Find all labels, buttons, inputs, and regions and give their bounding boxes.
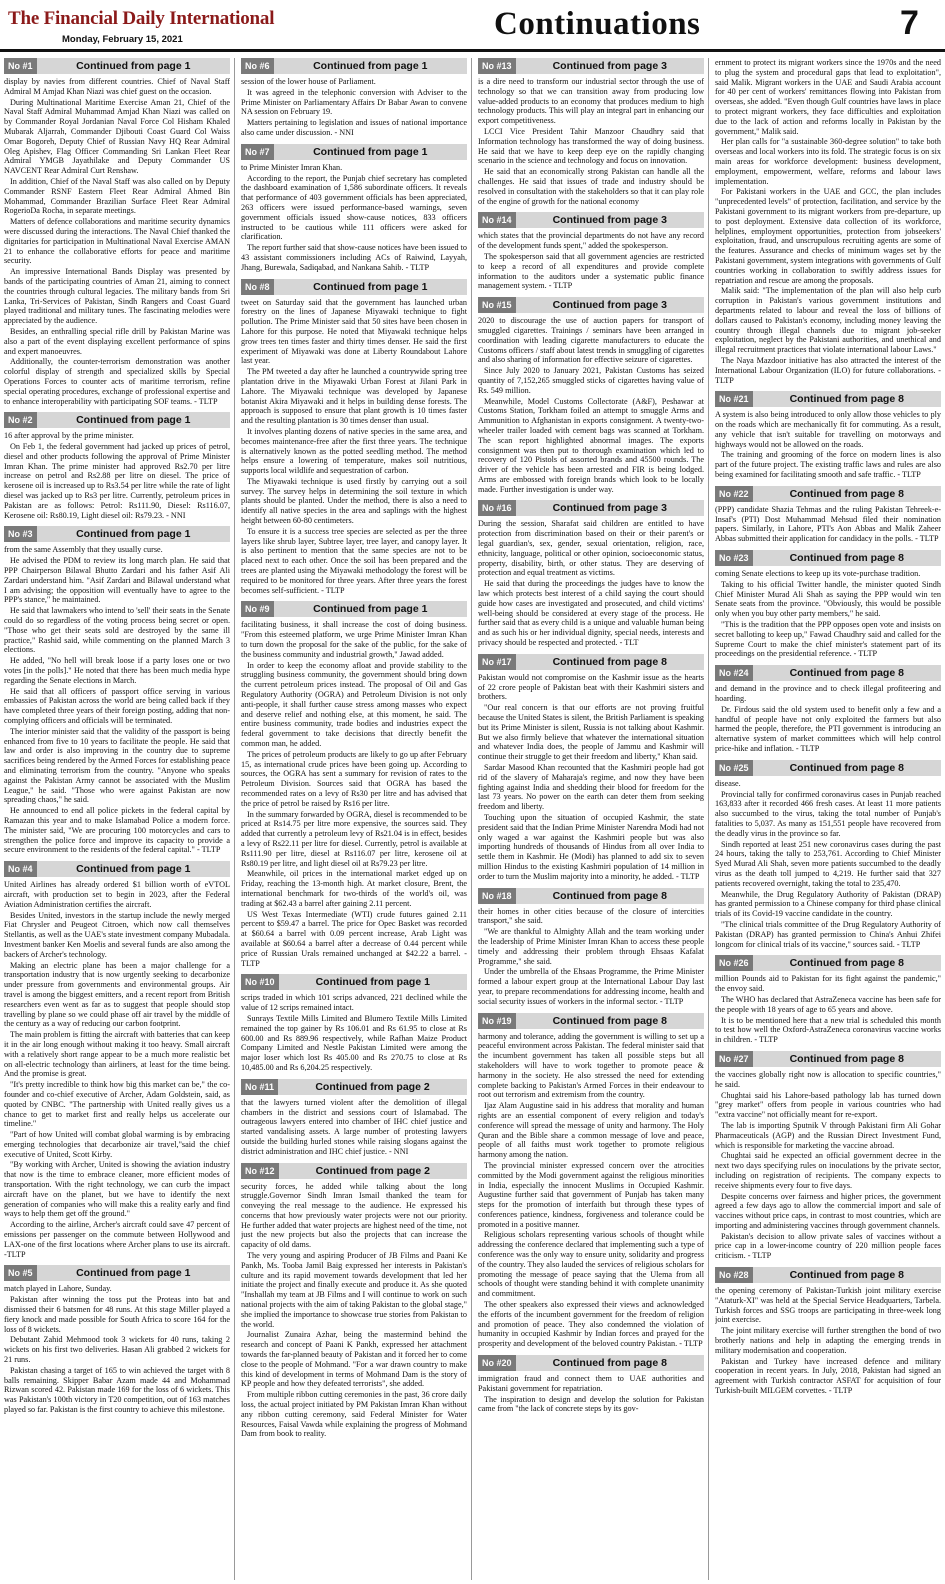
story-paragraph: He said that an economically strong Pakistan can handle all the challenges. He said that issues of trade and industry should be resolved in consultation with the stakeholders so that it can play role of the engine of growth for the national economy bbox=[478, 167, 704, 206]
story-paragraph: Meanwhile, Model Customs Collectorate (A&F), Peshawar at Customs Station, Torkham foiled an attempt to smuggle Arms and Ammunition to Afghanistan in exports consignment. A twenty-two-wheeler trailer loaded with cement bags was scanned at Torkham. The scan report highlighted abnormal images. The exports consignment was then put to thorough examination which led to recovery of 120 Pistols of assorted brands and 45500 rounds. The driver of the vehicle has been arrested and FIR is being lodged. Arms are embossed with foreign brands which look to be locally made. Further investigation is under way. bbox=[478, 396, 704, 494]
story-body bbox=[715, 974, 941, 1045]
story-paragraph: In order to keep the economy afloat and provide stability to the struggling business community, the government should bring down the current petroleum prices instead. The proposal of Oil and Gas Regulatory Authority (OGRA) and Petroleum Division is not only anti-people, it shall further cause stress among masses who expect and deserve relief and nothing else, at this moment, he said. The entire business community, trade bodies and industries expect the federal government to take decisions that directly benefit the common man, he added. bbox=[241, 660, 467, 749]
story-continuation-title: Continued from page 1 bbox=[313, 145, 428, 158]
story-paragraph: The main problem is fitting the aircraft with batteries that can keep it in the air long enough without making it too heavy. Small aircraft with a relatively short range appear to be a much more realistic bet on all-electric technology than airliners, at least for the time being. And the promise is great. bbox=[4, 1030, 230, 1079]
continuation-story bbox=[478, 1013, 704, 1350]
column-1 bbox=[4, 58, 235, 1580]
story-paragraph: During the session, Sharafat said children are entitled to have protection from discrimination based on their or their parent's or legal guardian's, sex, gender, sexual orientation, religion, race, ethnicity, language, political or other opinion, socioeconomic status, property, disability, birth, or other status. They are deserving of protection and equal treatment as victims. bbox=[478, 519, 704, 578]
story-continuation-title: Continued from page 3 bbox=[552, 60, 667, 72]
story-paragraph: He said that during the proceedings the judges have to know the law which protects best interest of a child saying the court should guide how cases are investigated and prosecuted, and child victims' well-being should be considered at every stage of the process. He further said that as every child is a unique and valuable human being and as such his or her individual dignity, special needs, interests and privacy should be respected and protected. - TLT bbox=[478, 579, 704, 648]
story-paragraph: immigration fraud and connect them to UAE authorities and Pakistani government for repatriation. bbox=[478, 1374, 704, 1393]
continuation-story bbox=[715, 550, 941, 659]
continuation-story bbox=[478, 500, 704, 647]
story-paragraph: He advised the PDM to review its long march plan. He said that PPP Chairperson Bilawal Bhutto Zardari and his father Asif Ali Zardari understand him. "Asif Zardari and Bilawal understand what I am advising; the opposition will eventually have to agree to the PPP's stance," he maintained. bbox=[4, 556, 230, 605]
story-heading-bar bbox=[241, 58, 467, 74]
continuation-story bbox=[715, 760, 941, 950]
story-heading-bar bbox=[241, 974, 467, 990]
story-paragraph: The inspiration to design and develop the solution for Pakistan came from "the lack of concrete steps by its gov- bbox=[478, 1394, 704, 1414]
story-paragraph: Making an electric plane has been a major challenge for a transportation industry that is now urgently seeking to decarbonize under pressure from governments and environmental groups. Air travel is among the biggest emitters, and a recent report from British researchers even went as far as to suggest that people should stop travelling by plane so we could phase off air travel by the middle of the century as a way of reducing our carbon footprint. bbox=[4, 960, 230, 1029]
story-number-tag: No #28 bbox=[715, 1267, 753, 1283]
story-continuation-title: Continued from page 8 bbox=[789, 393, 904, 406]
issue-date: Monday, February 15, 2021 bbox=[62, 34, 183, 45]
story-number-tag: No #21 bbox=[715, 391, 753, 407]
story-number-tag: No #8 bbox=[241, 279, 274, 295]
story-paragraph: Touching upon the situation of occupied Kashmir, the state president said that the Indian Prime Minister Narendra Modi had not only waged a war against the Kashmiri people but was also importing hundreds of thousands of Hindus from all over India to settle them in Kashmir. He (Modi) has planned to add six to seven million Hindus to the existing Kashmiri population of 14 million in order to turn the Muslim majority into a minority, he added. - TLTP bbox=[478, 813, 704, 881]
story-paragraph: To ensure it is a success tree species are selected as per the three layers like shrub layer, Subtree layer, tree layer, and canopy layer. It is also pertinent to mention that the same species are not to be placed next to each other. Once the soil has been prepared and the trees are planted using the Miyawaki methodology the forest will be required to be monitored for three years. After three years the forest becomes self-sufficient. - TLTP bbox=[241, 526, 467, 595]
story-continuation-title: Continued from page 1 bbox=[76, 863, 191, 876]
story-number-tag: No #17 bbox=[478, 654, 516, 670]
story-body bbox=[241, 163, 467, 273]
story-paragraph: The spokesperson said that all government agencies are restricted to keep a record of all expenditures and provide complete information to the auditors under a systematic public finance management system. - TLTP bbox=[478, 251, 704, 291]
story-paragraph: He said that all officers of passport office serving in various embassies of Pakistan across the world are being called back if they have completed three years of their foreign posting, adding that non-complying officers and officials will be terminated. bbox=[4, 686, 230, 726]
story-continuation-title: Continued from page 1 bbox=[76, 1267, 191, 1280]
story-paragraph: million Pounds aid to Pakistan for its fight against the pandemic," the envoy said. bbox=[715, 974, 941, 994]
story-continuation-title: Continued from page 8 bbox=[552, 1357, 667, 1370]
story-body bbox=[478, 77, 704, 206]
story-body bbox=[4, 431, 230, 520]
continuation-story bbox=[241, 58, 467, 138]
story-body bbox=[4, 1284, 230, 1414]
story-paragraph: The other speakers also expressed their views and acknowledged the efforts of the incumbent government for the freedom of religion and promotion of peace. They also condemned the violation of humanity in occupied Kashmir by Indian forces and prayed for the prosperity and development of the beloved country Pakistan. - TLTP bbox=[478, 1300, 704, 1349]
continuation-story bbox=[241, 279, 467, 596]
continuation-story bbox=[241, 1163, 467, 1440]
story-body bbox=[715, 684, 941, 754]
story-paragraph: It was agreed in the telephonic conversion with Adviser to the Prime Minister on Parliamentary Affairs Dr Babar Awan to convene NA session on February 19. bbox=[241, 87, 467, 117]
story-number-tag: No #11 bbox=[241, 1079, 278, 1095]
story-continuation-title: Continued from page 8 bbox=[789, 487, 904, 500]
continuation-story bbox=[241, 601, 467, 968]
story-continuation-title: Continued from page 8 bbox=[789, 667, 904, 680]
story-number-tag: No #1 bbox=[4, 58, 37, 74]
story-paragraph: Sardar Masood Khan recounted that the Kashmiri people had got rid of the slavery of Maharaja's regime, and now they have been fighting against India and shedding their blood for freedom for the last 73 years. No power on the earth can deter them from seeking freedom and liberty. bbox=[478, 763, 704, 812]
story-body bbox=[241, 620, 467, 968]
story-paragraph: "It's pretty incredible to think how big this market can be," the co-founder and co-chief executive of Archer, Adam Goldstein, said, as quoted by CNBC. "The partnership with United really gives us a chance to get to market first and really helps us accelerate our timeline." bbox=[4, 1080, 230, 1129]
story-heading-bar bbox=[715, 391, 941, 407]
story-paragraph: Besides United, investors in the startup include the newly merged Fiat Chrysler and Peugeot Citroen, which now call themselves Stellantis, as well as the UAE's state investment company Mubadala. Investment banker Ken Moelis and several funds are also among the backers of Archer's technology. bbox=[4, 910, 230, 959]
story-paragraph: The interior minister said that the validity of the passport is being enhanced from five to 10 years to facilitate the people. He said that law and order is also improving in the country due to supreme sacrifices being rendered by the Armed Forces for establishing peace and eliminating terrorism from the country. "Anyone who speaks against the Pakistan Army cannot be associated with the Muslim League," he said. "Those who were against Pakistan are now spreading chaos," he said. bbox=[4, 726, 230, 805]
continuation-story bbox=[478, 297, 704, 494]
story-paragraph: US West Texas Intermediate (WTI) crude futures gained 2.11 percent to $59.47 a barrel. The price for Opec Basket was recorded at $60.64 a barrel with 0.09 percent increase, Arab Light was available at $60.64 a barrel after a decrease of 0.44 percent while price of Russian Urals remained unchanged at $42.22 a barrel. - TLTP bbox=[241, 909, 467, 968]
story-number-tag: No #2 bbox=[4, 412, 37, 428]
story-heading-bar bbox=[478, 654, 704, 670]
story-paragraph: In the summary forwarded by OGRA, diesel is recommended to be priced at Rs14.75 per litre more expensive, the sources said. They added that currently a petroleum levy of Rs21.04 is in effect, besides a levy of Rs22.11 per litre for diesel. Currently, petrol is available at Rs111.90 per litre, diesel at Rs116.07 per litre, kerosene oil at Rs80.19 per litre, and light diesel oil at Rs79.23 per litre. bbox=[241, 809, 467, 868]
story-body bbox=[241, 77, 467, 138]
masthead-bar bbox=[0, 0, 945, 52]
continuation-story bbox=[715, 955, 941, 1045]
story-continuation-title: Continued from page 8 bbox=[789, 552, 904, 565]
story-heading-bar bbox=[241, 1163, 467, 1179]
story-paragraph: harmony and tolerance, adding the government is willing to set up a peaceful environment across Pakistan. The federal minister said that the incumbent government has taken all possible steps but all stakeholders will have to work together to promote peace & harmony in the society. He also stressed the need for extending complete backing to Pakistan's Armed Forces in their endeavour to root out terrorism and extremism from the country. bbox=[478, 1031, 704, 1100]
story-paragraph: The Miyawaki technique is used firstly by carrying out a soil survey. The survey helps in determining the soil texture in which plants should be planted. Under the method, there is also a need to identify all native species in the area and saplings with the highest height between 60-80 centimeters. bbox=[241, 476, 467, 526]
continuation-story bbox=[4, 526, 230, 855]
story-continuation-title: Continued from page 1 bbox=[313, 603, 428, 616]
story-body bbox=[4, 77, 230, 406]
continuation-story bbox=[715, 391, 941, 480]
story-body bbox=[241, 993, 467, 1072]
story-paragraph: which states that the provincial departments do not have any record of the development funds spent," added the spokesperson. bbox=[478, 231, 704, 251]
story-continuation-title: Continued from page 8 bbox=[789, 957, 904, 970]
story-paragraph: A system is also being introduced to only allow those vehicles to ply on the roads which are mechanically fit for commuting. As a result, any vehicle that isn't suitable for travelling on motorways and highways would not be allowed on the roads. bbox=[715, 410, 941, 449]
story-continuation-title: Continued from page 3 bbox=[552, 214, 667, 227]
story-paragraph: The lab is importing Sputnik V through Pakistani firm Ali Gohar Pharmaceuticals (AGP) and the Russian Direct Investment Fund, which is responsible for marketing the vaccine abroad. bbox=[715, 1120, 941, 1150]
continuation-story bbox=[478, 1355, 704, 1414]
story-number-tag: No #22 bbox=[715, 486, 753, 502]
story-paragraph: scrips traded in which 101 scrips advanced, 221 declined while the value of 12 scrips remained intact. bbox=[241, 993, 467, 1013]
story-body bbox=[478, 907, 704, 1007]
story-paragraph: The training and grooming of the force on modern lines is also part of the future project. The existing traffic laws and rules are also being examined for facilitating smooth and safe traffic. - TLTP bbox=[715, 450, 941, 480]
story-paragraph: United Airlines has already ordered $1 billion worth of eVTOL aircraft, with production set to begin in 2023, after the Federal Aviation Administration certifies the aircraft. bbox=[4, 880, 230, 909]
story-paragraph: "By working with Archer, United is showing the aviation industry that now is the time to embrace cleaner, more efficient modes of transportation. With the right technology, we can curb the impact aircraft have on the planet, but we have to identify the next generation of companies who will make this a reality early and find ways to help them get off the ground." bbox=[4, 1160, 230, 1219]
story-paragraph: According to the airline, Archer's aircraft could save 47 percent of emissions per passenger on the commute between Hollywood and LAX-one of the first locations where Archer plans to use its aircraft. -TLTP bbox=[4, 1220, 230, 1259]
story-paragraph: For Pakistani workers in the UAE and GCC, the plan includes "unprecedented levels" of protection, facilitation, and service by the Pakistani government to its migrant workers from pre-departure, up to post deployment. Extensive data collection of its workforce, helplines, employment opportunities, protection from jobseekers' exploitation, fraud, and unscrupulous recruiting agents are some of the features. Assurance and checks of minimum wages set by the Pakistani government, system integrations with governments of Gulf countries working in collaboration to swiftly address issues for repatriation and rescue are among the proposals. bbox=[715, 187, 941, 285]
story-paragraph: The prices of petroleum products are likely to go up after February 15, as international crude prices have been going up. According to sources, the OGRA has sent a summary for revision of rates to the Petroleum Division. Sources said that OGRA has based the recommended rates on a levy of Rs30 per litre and has advised that the price of petrol be raised by Rs16 per litre. bbox=[241, 749, 467, 808]
story-paragraph: Since July 2020 to January 2021, Pakistan Customs has seized quantity of 7,152,265 smuggled sticks of cigarettes having value of Rs. 549 million. bbox=[478, 366, 704, 395]
continuation-story bbox=[241, 144, 467, 273]
story-paragraph: Meanwhile, the Drug Regulatory Authority of Pakistan (DRAP) has granted permission to a Chinese company for third phase clinical trials of its Covid-19 vaccine candidate in the country. bbox=[715, 889, 941, 919]
continuation-story bbox=[4, 861, 230, 1259]
story-heading-bar bbox=[715, 955, 941, 971]
story-body bbox=[478, 231, 704, 291]
continuation-story bbox=[715, 486, 941, 544]
story-heading-bar bbox=[715, 665, 941, 681]
story-paragraph: He said that lawmakers who intend to 'sell' their seats in the Senate could do so regardless of the voting process being secret or open. "Those who get their seats sold are destroyed by the same ill practice," Rashid said, while commenting on the planned March 3 elections. bbox=[4, 606, 230, 655]
story-number-tag: No #16 bbox=[478, 500, 516, 516]
story-paragraph: coming Senate elections to keep up its vote-purchase tradition. bbox=[715, 569, 921, 579]
story-number-tag: No #7 bbox=[241, 144, 274, 160]
story-paragraph: Despite concerns over fairness and higher prices, the government agreed a few days ago to allow the commercial import and sale of vaccines without price caps, in contrast to most countries, which are importing and administering vaccines through government channels. bbox=[715, 1191, 941, 1230]
story-body bbox=[715, 410, 941, 480]
story-heading-bar bbox=[241, 279, 467, 295]
story-paragraph: The very young and aspiring Producer of JB Films and Paani Ke Pankh, Ms. Tooba Jamil Baig expressed her interests in Pakistan's culture and its rapid movement towards development that led her initiate the project and finally execute and produce it. As she quoted "Inshallah my team at JB Films and I will continue to work on such national projects with the aim of taking Pakistan to the global stage," she implied the importance to showcase true stories from Pakistan to the world. bbox=[241, 1251, 467, 1329]
story-continuation-title: Continued from page 8 bbox=[552, 889, 667, 902]
story-paragraph: "Part of how United will combat global warming is by embracing emerging technologies that decarbonize air travel,"said the chief executive of United, Scott Kirby. bbox=[4, 1130, 230, 1159]
story-body bbox=[478, 316, 704, 494]
story-heading-bar bbox=[478, 212, 704, 228]
story-continuation-title: Continued from page 2 bbox=[315, 1080, 430, 1093]
story-paragraph: Pakistan after winning the toss put the Proteas into bat and dismissed their 6 batsmen for 48 runs. At this stage Miller played a fiery knock and made possible for South Africa to score 164 for the loss of 8 wickets. bbox=[4, 1295, 230, 1334]
column-2 bbox=[241, 58, 472, 1580]
story-number-tag: No #3 bbox=[4, 526, 37, 542]
story-paragraph: (PPP) candidate Shazia Tehmas and the ruling Pakistan Tehreek-e-Insaf's (PTI) Dost Muhammad Mehsud filed their nomination papers. Similarly, in Lahore, PTI's Aon Abbas and Malik Zaheer Abbas submitted their application for candidacy in the polls. - TLTP bbox=[715, 504, 941, 544]
story-heading-bar bbox=[241, 144, 467, 160]
continuation-story bbox=[715, 665, 941, 754]
continuation-story bbox=[241, 1079, 467, 1157]
story-paragraph: Sunrays Textile Mills Limited and Blumero Textile Mills Limited remained the top gainer by Rs 106.01 and Rs 61.95 to close at Rs 600.00 and Rs 889.96 respectively, while Rafhan Maize Product Company Limited and Nestle Pakistan Limited were among the major loser which lost Rs 405.00 and Rs 270.75 to close at Rs 10,485.00 and Rs 6,204.25 respectively. bbox=[241, 1013, 467, 1072]
story-number-tag: No #20 bbox=[478, 1355, 516, 1371]
story-paragraph: their homes in other cities because of the closure of intercities transport," she said. bbox=[478, 906, 704, 926]
story-number-tag: No #19 bbox=[478, 1013, 516, 1029]
story-heading-bar bbox=[241, 601, 467, 617]
story-paragraph: ernment to protect its migrant workers since the 1970s and the need to plug the system and procedural gaps that lead to exploitation", said Malik. Migrant workers in the UAE and Saudi Arabia account for 40 per cent of workers' remittances flowing into Pakistan from overseas, she added. "Even though Gulf countries have laws in place to protect migrant workers, they face difficulties and exploitation due to the lack of action and reforms locally in Pakistan by the government," Malik said. bbox=[715, 58, 941, 136]
story-body bbox=[715, 1286, 941, 1396]
story-number-tag: No #25 bbox=[715, 760, 753, 776]
story-paragraph: The WHO has declared that AstraZeneca vaccine has been safe for the people with 18 years of age to 65 years and above. bbox=[715, 994, 941, 1014]
story-paragraph: Chughtai said he expected an official government decree in the next two days specifying rules on inoculations by the private sector, including on registration of recipients. The company expects to receive shipments every four to five days. bbox=[715, 1151, 941, 1190]
story-continuation-title: Continued from page 3 bbox=[552, 299, 667, 312]
newspaper-name: The Financial Daily International bbox=[8, 8, 275, 29]
story-heading-bar bbox=[4, 412, 230, 428]
story-paragraph: Matters of defence collaborations and maritime security dynamics were discussed during the interactions. The Naval Chief thanked the dignitaries for participation in Multinational Naval Exercise AMAN 21 to enhance the collaborative efforts for peace and maritime security. bbox=[4, 217, 230, 266]
story-continuation-title: Continued from page 8 bbox=[789, 761, 904, 774]
story-paragraph: The PM tweeted a day after he launched a countrywide spring tree plantation drive in the Miyawaki Urban Forest at Jilani Park in Lahore. The Miyawaki technique was developed by Japanese botanist Akira Miyawaki and it helps in building dense forests. The approach is supposed to ensure that plant growth is 10 times faster and the resulting plantation is 30 times denser than usual. bbox=[241, 367, 467, 426]
story-paragraph: "This is the tradition that the PPP opposes open vote and insists on secret balloting to keep up," Fawad Chaudhry said and called for the Supreme Court to make the chief minister's statement part of its proceedings on the presidential reference. - TLTP bbox=[715, 620, 941, 659]
story-paragraph: In addition, Chief of the Naval Staff was also called on by Deputy Commander RSNF Eastern Fleet Rear Admiral Ahmed Bin Mohammad, Commander Brazilian Surface Fleet Rear Admiral RogerioDa Rocha, in separate meetings. bbox=[4, 176, 230, 216]
story-paragraph: Journalist Zunaira Azhar, being the mastermind behind the research and concept of Paani K Pankh, expressed her attachment towards the far-planned beauty of Pakistan and it forced her to come close to the people of Mohmand. "For a war drawn country to make this kind of development in terms of Mohmand Dam is the story of KP people and how they defeated terrorists", she added. bbox=[241, 1330, 467, 1389]
story-paragraph: Taking to his official Twitter handle, the minister quoted Sindh Chief Minister Murad Ali Shah as saying the PPP would win ten Senate seats from the province. "Obviously, this would be possible only when you buy other party members," he said. bbox=[715, 579, 941, 619]
continuation-story bbox=[715, 58, 941, 385]
story-number-tag: No #23 bbox=[715, 550, 753, 566]
continuation-story bbox=[4, 58, 230, 406]
story-paragraph: Pakistan would not compromise on the Kashmir issue as the hearts of 22 crore people of Pakistan beat with their Kashmiri sisters and brothers. bbox=[478, 672, 704, 702]
story-paragraph: the vaccines globally right now is allocation to specific countries," he said. bbox=[715, 1069, 941, 1089]
story-paragraph: security forces, he added while talking about the long struggle.Governor Sindh Imran Ismail thanked the team for conveying the real message to the audience. He expressed his concerns that how previously water projects were not our priority. He further added that water projects are highest need of the time, not just the new projects but also the projects that can increase the capacity of old dams. bbox=[241, 1181, 467, 1250]
story-body bbox=[715, 505, 941, 544]
continuation-story bbox=[4, 412, 230, 520]
page-number: 7 bbox=[900, 4, 919, 42]
story-heading-bar bbox=[715, 486, 941, 502]
story-paragraph: Ijaz Alam Augustine said in his address that morality and human rights are an essential component of every religion and today's conference will spread the message of unity and harmony. The Holy Quran and the Bible share a common message of love and peace, people of all faiths must work together to promote religious harmony among the nation. bbox=[478, 1101, 704, 1160]
story-paragraph: During Multinational Maritime Exercise Aman 21, Chief of the Naval Staff Admiral Muhammad Amjad Khan Niazi was called on by Commander Royal Jordanian Naval Force Col Hisham Khaled Mubarak Aljarrah, Commander Djibouti Coast Guard Col Waiss Omar Bogoreh, Deputy Chief of Russian Navy HQ Rear Admiral Oleg Apishev, Flag Officer Commanding Sri Lankan Fleet Rear Admiral YMGB Jayathilake and Deputy Commander US NAVCENT Rear Admiral Curt Renshaw. bbox=[4, 97, 230, 176]
story-paragraph: display by navies from different countries. Chief of Naval Staff Admiral M Amjad Khan Niazi was chief guest on the occasion. bbox=[4, 77, 230, 96]
story-heading-bar bbox=[715, 1051, 941, 1067]
column-3 bbox=[478, 58, 709, 1580]
story-paragraph: to Prime Minister Imran Khan. bbox=[241, 162, 343, 172]
story-heading-bar bbox=[478, 1355, 704, 1371]
story-heading-bar bbox=[478, 500, 704, 516]
story-paragraph: the opening ceremony of Pakistan-Turkish joint military exercise "Ataturk-XI" was held at the Special Service Headquarters, Tarbela. Turkish forces and SSG troops are participating in three-week long joint exercise. bbox=[715, 1286, 941, 1325]
story-body bbox=[4, 880, 230, 1259]
story-body bbox=[715, 569, 941, 659]
column-4 bbox=[715, 58, 941, 1580]
story-paragraph: that the lawyers turned violent after the demolition of illegal chambers in the district and sessions court of Islamabad. The outrageous lawyers entered into chamber of IHC chief justice and started vandalising assets. A large number of protesting lawyers outside the building hurled stones while raising slogans against the district administration and IHC chief justice. - NNI bbox=[241, 1097, 467, 1156]
continuation-story bbox=[715, 1051, 941, 1261]
story-paragraph: Provincial tally for confirmed coronavirus cases in Punjab reached 163,833 after it recorded 466 fresh cases. At least 11 more patients also succumbed to the virus, taking the total number of Punjab's fatalities to 5,037. As many as 151,551 people have recovered from the deadly virus in the province so far. bbox=[715, 789, 941, 838]
story-paragraph: According to the report, the Punjab chief secretary has completed the dashboard examination of 1,586 subordinate officers. It reveals that performance of 403 government officials has been appreciated, 263 officers were issued performance-based warnings, seven government officials issued show-cause notices, 833 officers instructed to be cautious while 111 officers were asked for clarification. bbox=[241, 173, 467, 242]
story-continuation-title: Continued from page 1 bbox=[76, 528, 191, 541]
story-paragraph: Malik said: "The implementation of the plan will also help curb corruption in Pakistan's various government institutions and departments related to labour and reveal the loss of billions of dollars caused to Pakistan's economy, including money leaving the country through illegal channels due to migrant job-seeker exploitation, neglect by the Pakistani authorities, and unethical and illegal recruitment practices that violate international labour Laws." bbox=[715, 286, 941, 355]
story-number-tag: No #27 bbox=[715, 1051, 753, 1067]
story-body bbox=[241, 1098, 467, 1157]
story-body bbox=[715, 779, 941, 950]
continuation-story bbox=[478, 654, 704, 882]
story-continuation-title: Continued from page 8 bbox=[789, 1269, 904, 1282]
story-body bbox=[241, 1182, 467, 1440]
story-number-tag: No #9 bbox=[241, 601, 274, 617]
story-continuation-title: Continued from page 1 bbox=[76, 60, 191, 72]
story-paragraph: On Feb 1, the federal government had jacked up prices of petrol, diesel and other products following the approval of Prime Minister Imran Khan. The prime minister had approved Rs2.70 per litre increase on petrol and Rs2.88 per litre on diesel. The price of kerosene oil is increased up to Rs3.54 per litre while the rate of light diesel was jacked up to Rs3 per litre. Currently, petroleum prices in Pakistan are as follows: Petrol: Rs111.90, Diesel: Rs116.07, Kerosene oil: Rs80.19, Light diesel oil: Rs79.23. - NNI bbox=[4, 442, 230, 520]
story-number-tag: No #14 bbox=[478, 212, 516, 228]
story-heading-bar bbox=[241, 1079, 467, 1095]
continuation-story bbox=[715, 1267, 941, 1396]
story-paragraph: Pakistan's decision to allow private sales of vaccines without a price cap in a lower-income country of 220 million people faces criticism. - TLTP bbox=[715, 1231, 941, 1261]
story-number-tag: No #18 bbox=[478, 888, 516, 904]
story-body bbox=[241, 298, 467, 596]
story-paragraph: Her plan calls for "a sustainable 360-degree solution" to take both overseas and local workers into its fold. The strategic focus is on six main areas for workforce development: business development, employment, empowerment, welfare, reforms and labour laws implementation. bbox=[715, 137, 941, 186]
story-paragraph: LCCI Vice President Tahir Manzoor Chaudhry said that Information technology has transformed the way of doing business. He said that we have to keep deep eye on the rapidly changing scenario in the science and technology and focus on innovation. bbox=[478, 126, 704, 166]
story-continuation-title: Continued from page 3 bbox=[552, 502, 667, 515]
story-body bbox=[4, 545, 230, 855]
story-paragraph: facilitating business, it shall increase the cost of doing business. "From this esteemed platform, we urge Prime Minister Imran Khan to turn down the proposal for the sake of the public, for the sake of the business community and industrial growth," Jawad added. bbox=[241, 620, 467, 659]
story-paragraph: He added, "No hell will break loose if a party loses one or two votes [in the polls]." He noted that there has been much media hype regarding the Senate elections in March. bbox=[4, 656, 230, 685]
story-heading-bar bbox=[715, 1267, 941, 1283]
story-heading-bar bbox=[478, 1013, 704, 1029]
story-heading-bar bbox=[4, 58, 230, 74]
story-continuation-title: Continued from page 1 bbox=[313, 280, 428, 293]
story-paragraph: Sindh reported at least 251 new coronavirus cases during the past 24 hours, taking the tally to 253,761. According to Chief Minister Syed Murad Ali Shah, seven more patients succumbed to the deadly virus as the death toll jumped to 4,219. He further said that 327 patients recovered overnight, taking the total to 235,470. bbox=[715, 839, 941, 888]
continuation-story bbox=[478, 888, 704, 1007]
story-continuation-title: Continued from page 1 bbox=[76, 414, 191, 427]
story-paragraph: from the same Assembly that they usually curse. bbox=[4, 545, 163, 555]
story-number-tag: No #12 bbox=[241, 1163, 279, 1179]
continuation-story bbox=[241, 974, 467, 1072]
story-heading-bar bbox=[715, 760, 941, 776]
story-heading-bar bbox=[4, 526, 230, 542]
story-paragraph: Pakistan chasing a target of 165 to win achieved the target with 8 balls remaining. Skipper Babar Azam made 44 and Mohammad Rizwan scored 42. Pakistan made 169 for the loss of 6 wickets. This was Pakistan's 100th victory in T20 competition, out of 163 matches played so far. Pakistan is the first country to achieve this milestone. bbox=[4, 1365, 230, 1415]
section-title: Continuations bbox=[494, 6, 701, 42]
story-paragraph: He announced to end all police pickets in the federal capital by Ramazan this year and to make Islamabad Police a modern force. The minister said, "We are procuring 100 motorcycles and cars to strengthen the police force and improve its capacity to provide a secure environment to the residents of the federal capital." - TLTP bbox=[4, 806, 230, 855]
story-paragraph: disease. bbox=[715, 778, 741, 788]
story-paragraph: "Our real concern is that our efforts are not proving fruitful because the United States is silent, the British Parliament is speaking but its Prime Minister is silent, Russia is not talking about Kashmir. But we also firmly believe that whatever the international situation and whatever India does, the people of Jammu and Kashmir will continue their struggle to get their freedom and liberty," Khan said. bbox=[478, 703, 704, 762]
continuation-story bbox=[478, 58, 704, 206]
story-paragraph: Pakistan and Turkey have increased defence and military cooperation in recent years. In July, 2018, Pakistan had signed an agreement with Turkish contractor ASFAT for acquisition of four Turkish-built MILGEM corvettes. - TLTP bbox=[715, 1356, 941, 1396]
story-paragraph: Meanwhile, oil prices in the international market edged up on Friday, reaching the 13-month high. At market closure, Brent, the international benchmark for two-thirds of the world's oil, was trading at $62.43 a barrel after gaining 2.11 percent. bbox=[241, 869, 467, 908]
story-paragraph: 16 after approval by the prime minister. bbox=[4, 431, 134, 441]
story-paragraph: The provincial minister expressed concern over the atrocities committed by the Modi government against the religious minorities in India, especially the innocent Muslims in Occupied Kashmir. Augustine further said that government of Punjab has taken many steps for the promotion of interfaith but through these types of conferences patience, kindness, forgiveness and tolerance could be promoted in a positive manner. bbox=[478, 1160, 704, 1229]
story-number-tag: No #24 bbox=[715, 665, 753, 681]
story-paragraph: is a dire need to transform our industrial sector through the use of technology so that we can transition away from producing low value-added products to an economy that produces medium to high technology products. This will play an integral part in enhancing our export competitiveness. bbox=[478, 77, 704, 126]
story-paragraph: Matters pertaining to legislation and issues of national importance also came under discussion. - NNI bbox=[241, 118, 467, 137]
story-paragraph: It is to be mentioned here that a new trial is scheduled this month to test how well the Oxford-AstraZeneca coronavirus vaccine works in children. - TLTP bbox=[715, 1015, 941, 1045]
story-continuation-title: Continued from page 1 bbox=[313, 60, 428, 72]
story-body bbox=[478, 673, 704, 882]
article-columns bbox=[4, 58, 941, 1580]
continuation-story bbox=[478, 212, 704, 291]
story-number-tag: No #13 bbox=[478, 58, 516, 74]
story-paragraph: "The clinical trials committee of the Drug Regulatory Authority of Pakistan (DRAP) has granted permission to China's Anhui Zhifei longcom for clinical trials of its vaccine," sources said. - TLTP bbox=[715, 919, 941, 949]
story-paragraph: An impressive International Bands Display was presented by bands of the participating countries of Aman 21, aiming to connect the countries through cultural legacies. The military bands from Sri Lanka, Tri-Services of Pakistan, Sindh Rangers and Coast Guard played traditional and military tunes. The fascinating melodies were appreciated by the audience. bbox=[4, 267, 230, 326]
story-paragraph: 2020 to discourage the use of auction papers for transport of smuggled cigarettes. Trainings / seminars have been arranged in coordination with leading cigarette manufacturers to educate the Customs officers / staff about latest trends in smuggling of cigarettes and also sharing of information for effective seizure of cigarettes. bbox=[478, 316, 704, 365]
story-body bbox=[715, 1070, 941, 1261]
story-paragraph: Religious scholars representing various schools of thought while addressing the conference declared that implementing such a type of conference was the only way to ensure unity, solidarity and progress of the country. They also lauded the services of religious scholars for promoting the message of peace saying that the Ulema from all schools of thought were standing behind it with complete unanimity and commitment. bbox=[478, 1230, 704, 1299]
story-paragraph: "We are thankful to Almighty Allah and the team working under the leadership of Prime Minister Imran Khan to access these people timely and addressing their problem through Ehsaas Kafalat Programme," she said. bbox=[478, 927, 704, 966]
story-paragraph: Additionally, the counter-terrorism demonstration was another colorful display of strength and specialized skills by Special Operations Forces to counter acts of maritime terrorism, refine special operating procedures, exchange of professional expertise and to enhance interoperability with participating SOF teams. - TLTP bbox=[4, 357, 230, 406]
story-paragraph: The Naya Mazdoor initiative has also attracted the interest of the International Labour Organization (ILO) for future collaborations. - TLTP bbox=[715, 355, 941, 385]
story-paragraph: and demand in the province and to check illegal profiteering and hoarding. bbox=[715, 684, 941, 704]
continuation-story bbox=[4, 1265, 230, 1414]
story-paragraph: From multiple ribbon cutting ceremonies in the past, 36 crore daily loss, the actual project initiated by PM Pakistan Imran Khan without any ribbon cutting ceremony, said Federal Minister for Water Resources, Faisal Vawda while explaining the progress of Mohmand Dam from book to reality. bbox=[241, 1390, 467, 1439]
story-paragraph: The report further said that show-cause notices have been issued to 43 assistant commissioners including ACs of Raiwind, Layyah, Jhang, Burewala, Sadiqabad, and Nankana Sahib. - TLTP bbox=[241, 243, 467, 272]
story-paragraph: Dr. Firdous said the old system used to benefit only a few and a handful of people have not only exploited the farmers but also harmed the people, therefore, the PTI government is introducing an alternative system of market committees which will help control price-hike and inflation. - TLTP bbox=[715, 704, 941, 754]
story-paragraph: Under the umbrella of the Ehsaas Programme, the Prime Minister formed a labour expert group at the International Labour Day last year, to prepare recommendations for addressing income, health and social security issues of workers in the informal sector. - TLTP bbox=[478, 967, 704, 1006]
story-continuation-title: Continued from page 8 bbox=[789, 1052, 904, 1065]
story-heading-bar bbox=[4, 861, 230, 877]
story-number-tag: No #6 bbox=[241, 58, 274, 74]
story-paragraph: Besides, an enthralling special rifle drill by Pakistan Marine was also a part of the event displaying excellent performance of spins and expert manoeuvres. bbox=[4, 326, 230, 356]
story-body bbox=[715, 58, 941, 385]
story-heading-bar bbox=[478, 297, 704, 313]
story-paragraph: Debutant Zahid Mehmood took 3 wickets for 40 runs, taking 2 wickets on his first two deliveries. Hasan Ali grabbed 2 wickets for 21 runs. bbox=[4, 1335, 230, 1365]
story-body bbox=[478, 519, 704, 647]
story-body bbox=[478, 1374, 704, 1414]
story-continuation-title: Continued from page 1 bbox=[315, 976, 430, 989]
story-number-tag: No #4 bbox=[4, 861, 37, 877]
story-paragraph: The joint military exercise will further strengthen the bond of two brotherly nations and help in adapting the emerging trends in military modernisation and cooperation. bbox=[715, 1326, 941, 1355]
story-number-tag: No #15 bbox=[478, 297, 516, 313]
story-number-tag: No #10 bbox=[241, 974, 279, 990]
story-heading-bar bbox=[478, 58, 704, 74]
story-continuation-title: Continued from page 8 bbox=[552, 1014, 667, 1027]
story-paragraph: session of the lower house of Parliament. bbox=[241, 77, 376, 86]
story-continuation-title: Continued from page 8 bbox=[552, 655, 667, 668]
story-heading-bar bbox=[4, 1265, 230, 1281]
story-number-tag: No #5 bbox=[4, 1265, 37, 1281]
story-paragraph: It involves planting dozens of native species in the same area, and becomes maintenance-free after the first three years. The technique is alternatively known as the potted seedling method. The method helps ensure a lowering of temperature, makes soil nutritious, supports local wildlife and sequestration of carbon. bbox=[241, 426, 467, 476]
story-paragraph: Chughtai said his Lahore-based pathology lab has turned down "grey market" offers from people in various countries who had "extra vaccine" not officially meant for re-export. bbox=[715, 1090, 941, 1120]
story-number-tag: No #26 bbox=[715, 955, 753, 971]
story-heading-bar bbox=[715, 550, 941, 566]
story-body bbox=[478, 1032, 704, 1350]
story-continuation-title: Continued from page 2 bbox=[315, 1164, 430, 1177]
story-heading-bar bbox=[478, 888, 704, 904]
story-paragraph: match played in Lahore, Sunday. bbox=[4, 1284, 112, 1294]
story-paragraph: tweet on Saturday said that the government has launched urban forestry on the lines of Japanese Miyawaki technique to fight pollution. The Prime Minister said that 50 sites have been chosen in Lahore for this purpose. He noted that Miyawaki technique helps grow trees ten times faster and thirty times denser. He said the first experiment of Miyawaki was done at Liberty Roundabout Lahore last year. bbox=[241, 297, 467, 366]
